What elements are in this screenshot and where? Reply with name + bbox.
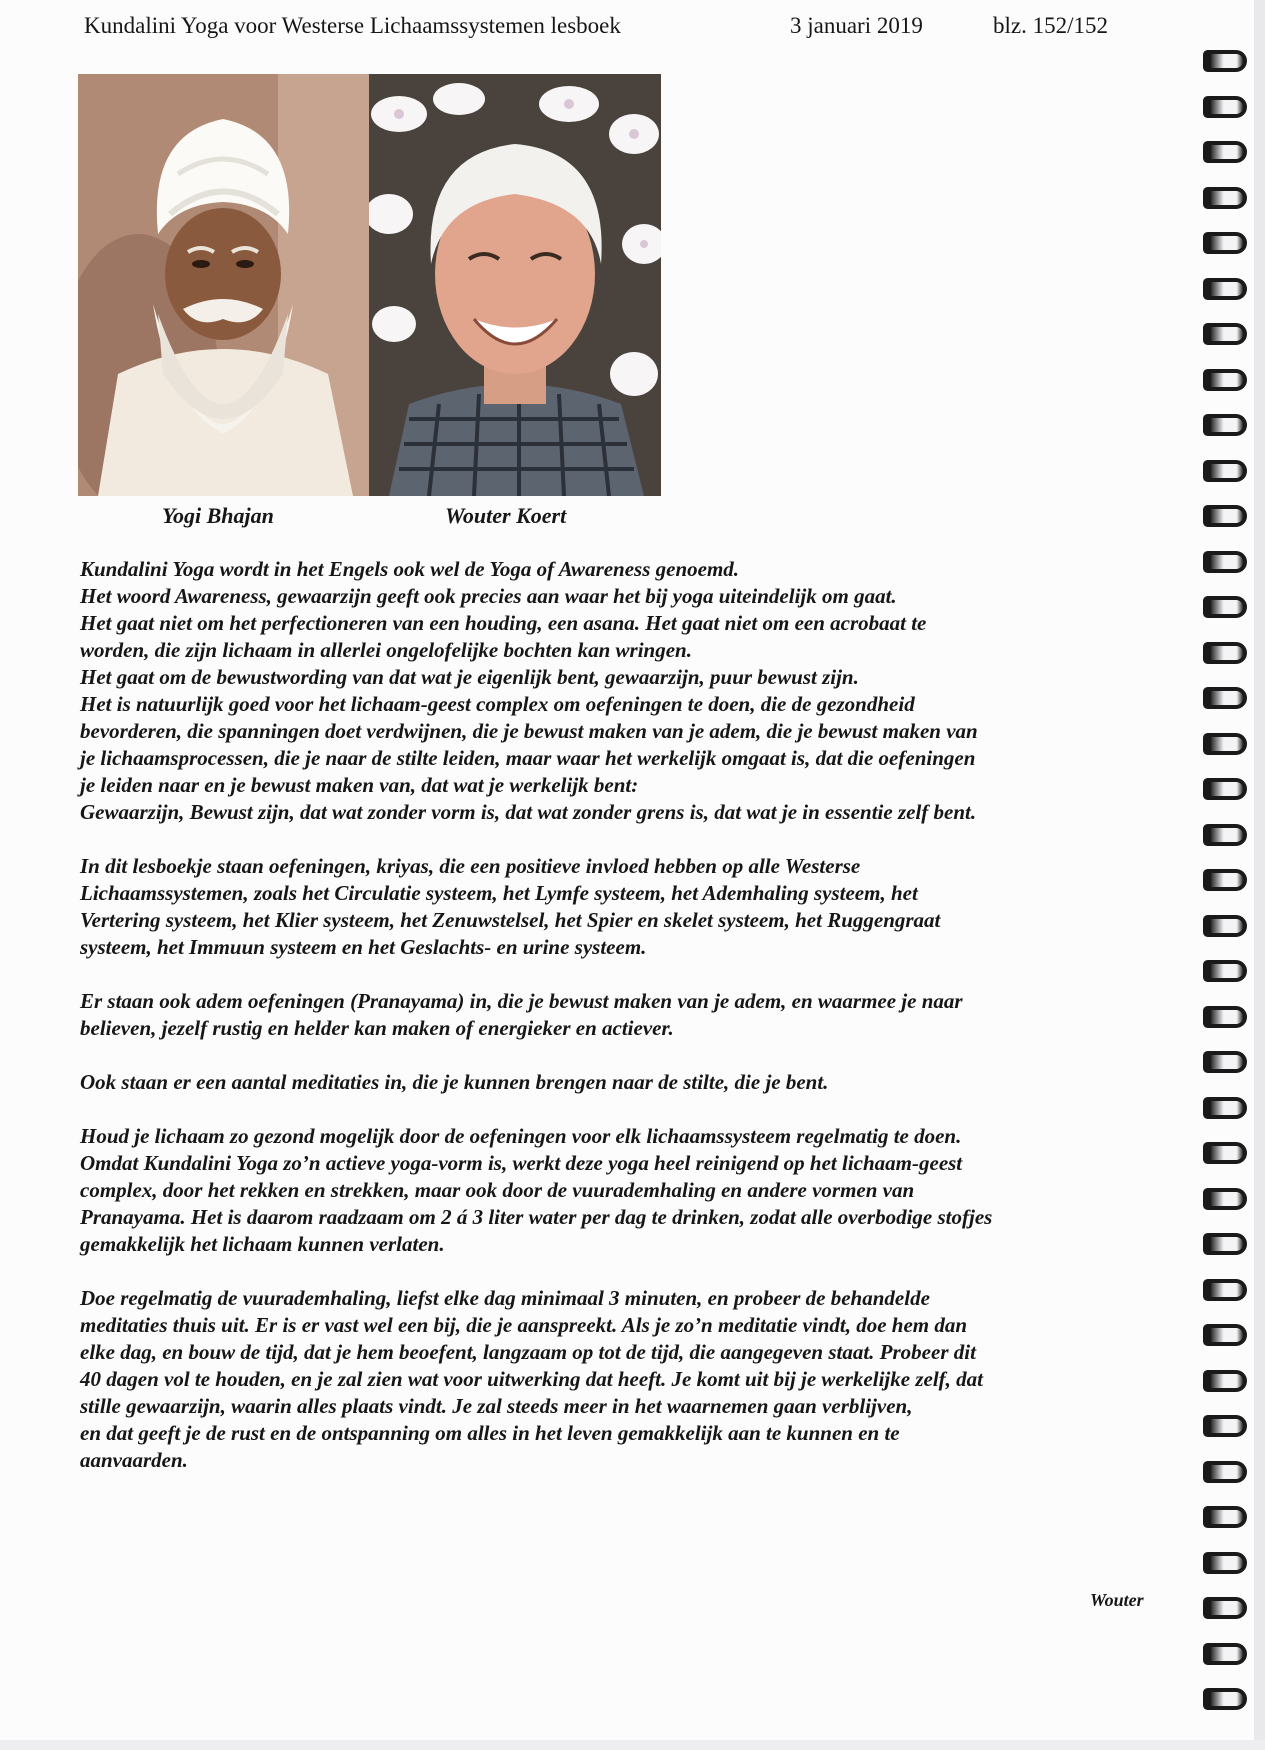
text-line: Lichaamssystemen, zoals het Circulatie systeem, het Lymfe systeem, het Ademhaling systeem, het (80, 881, 918, 905)
binding-coil (1203, 369, 1247, 391)
binding-coil (1203, 1643, 1247, 1665)
text-line: Het gaat niet om het perfectioneren van een houding, een asana. Het gaat niet om een acrobaat te (80, 611, 927, 635)
binding-coil (1203, 1597, 1247, 1619)
text-line: je lichaamsprocessen, die je naar de stilte leiden, maar waar het werkelijk omgaat is, dat die oefeningen (80, 746, 976, 770)
binding-coil (1203, 1688, 1247, 1710)
text-line: stille gewaarzijn, waarin alles plaats vindt. Je zal steeds meer in het waarnemen gaan verblijven, (80, 1394, 913, 1418)
text-line: In dit lesboekje staan oefeningen, kriyas, die een positieve invloed hebben op alle Westerse (80, 854, 861, 878)
photo-yogi-bhajan (78, 74, 369, 496)
text-line: 40 dagen vol te houden, en je zal zien wat voor uitwerking dat heeft. Je komt uit bij je werkelijke zelf, dat (80, 1367, 983, 1391)
paragraph (80, 1069, 1210, 1096)
text-line: gemakkelijk het lichaam kunnen verlaten. (80, 1232, 445, 1256)
text-line: bevorderen, die spanningen doet verdwijnen, die je bewust maken van je adem, die je bewust maken van (80, 719, 978, 743)
text-line: Houd je lichaam zo gezond mogelijk door de oefeningen voor elk lichaamssysteem regelmatig te doen. (80, 1124, 962, 1148)
text-line: believen, jezelf rustig en helder kan maken of energieker en actiever. (80, 1016, 674, 1040)
binding-coil (1203, 187, 1247, 209)
binding-coil (1203, 323, 1247, 345)
binding-coil (1203, 96, 1247, 118)
binding-coil (1203, 1188, 1247, 1210)
binding-coil (1203, 915, 1247, 937)
text-line: Het is natuurlijk goed voor het lichaam-geest complex om oefeningen te doen, die de gezondheid (80, 692, 915, 716)
binding-coil (1203, 596, 1247, 618)
text-line: Vertering systeem, het Klier systeem, het Zenuwstelsel, het Spier en skelet systeem, het Ruggengraat (80, 908, 941, 932)
paragraph (80, 1123, 1210, 1258)
binding-coil (1203, 1233, 1247, 1255)
text-line: elke dag, en bouw de tijd, dat je hem beoefent, langzaam op tot de tijd, die aangegeven staat. Probeer dit (80, 1340, 976, 1364)
paragraph (80, 556, 1210, 826)
binding-coil (1203, 551, 1247, 573)
text-line: worden, die zijn lichaam in allerlei ongelofelijke bochten kan wringen. (80, 638, 692, 662)
paragraph (80, 853, 1210, 961)
text-line: meditaties thuis uit. Er is er vast wel een bij, die je aanspreekt. Als je zo’n meditatie vindt, doe hem dan (80, 1313, 968, 1337)
text-line: Omdat Kundalini Yoga zo’n actieve yoga-vorm is, werkt deze yoga heel reinigend op het lichaam-geest (80, 1151, 963, 1175)
binding-coil (1203, 1006, 1247, 1028)
binding-coil (1203, 1370, 1247, 1392)
page-edge (1254, 0, 1265, 1750)
binding-coil (1203, 1506, 1247, 1528)
binding-coil (1203, 505, 1247, 527)
spiral-binding (1203, 50, 1253, 1740)
header-title: Kundalini Yoga voor Westerse Lichaamssystemen lesboek (84, 13, 621, 38)
text-line: Doe regelmatig de vuurademhaling, liefst elke dag minimaal 3 minuten, en probeer de behandelde (80, 1286, 930, 1310)
binding-coil (1203, 1552, 1247, 1574)
text-line: je leiden naar en je bewust maken van, dat wat je werkelijk bent: (80, 773, 639, 797)
photo-wouter-koert (369, 74, 661, 496)
text-line: Het woord Awareness, gewaarzijn geeft ook precies aan waar het bij yoga uiteindelijk om gaat. (80, 584, 897, 608)
binding-coil (1203, 960, 1247, 982)
binding-coil (1203, 278, 1247, 300)
text-line: Pranayama. Het is daarom raadzaam om 2 á 3 liter water per dag te drinken, zodat alle overbodige stofjes (80, 1205, 993, 1229)
page-bottom-edge (0, 1740, 1265, 1750)
text-line: aanvaarden. (80, 1448, 188, 1472)
binding-coil (1203, 141, 1247, 163)
caption-yogi-bhajan: Yogi Bhajan (162, 503, 274, 528)
binding-coil (1203, 1097, 1247, 1119)
binding-coil (1203, 733, 1247, 755)
binding-coil (1203, 1279, 1247, 1301)
binding-coil (1203, 1461, 1247, 1483)
text-line: Ook staan er een aantal meditaties in, die je kunnen brengen naar de stilte, die je bent. (80, 1070, 829, 1094)
binding-coil (1203, 824, 1247, 846)
binding-coil (1203, 778, 1247, 800)
binding-coil (1203, 460, 1247, 482)
caption-wouter-koert: Wouter Koert (445, 503, 567, 528)
text-line: Gewaarzijn, Bewust zijn, dat wat zonder vorm is, dat wat zonder grens is, dat wat je in essentie zelf bent. (80, 800, 977, 824)
binding-coil (1203, 687, 1247, 709)
binding-coil (1203, 1324, 1247, 1346)
binding-coil (1203, 1142, 1247, 1164)
text-line: Er staan ook adem oefeningen (Pranayama) in, die je bewust maken van je adem, en waarmee je naar (80, 989, 963, 1013)
binding-coil (1203, 1051, 1247, 1073)
binding-coil (1203, 642, 1247, 664)
header-date: 3 januari 2019 (790, 13, 923, 38)
header-page-number: blz. 152/152 (993, 13, 1108, 38)
binding-coil (1203, 414, 1247, 436)
paragraph (80, 988, 1210, 1042)
text-line: complex, door het rekken en strekken, maar ook door de vuurademhaling en andere vormen van (80, 1178, 915, 1202)
binding-coil (1203, 869, 1247, 891)
binding-coil (1203, 1415, 1247, 1437)
text-line: Kundalini Yoga wordt in het Engels ook wel de Yoga of Awareness genoemd. (80, 557, 740, 581)
binding-coil (1203, 50, 1247, 72)
body-text (80, 556, 1210, 1501)
text-line: en dat geeft je de rust en de ontspanning om alles in het leven gemakkelijk aan te kunnen en te (80, 1421, 900, 1445)
text-line: systeem, het Immuun systeem en het Geslachts- en urine systeem. (80, 935, 647, 959)
binding-coil (1203, 232, 1247, 254)
paragraph (80, 1285, 1210, 1474)
text-line: Het gaat om de bewustwording van dat wat je eigenlijk bent, gewaarzijn, puur bewust zijn. (80, 665, 859, 689)
signature: Wouter (1090, 1590, 1144, 1610)
